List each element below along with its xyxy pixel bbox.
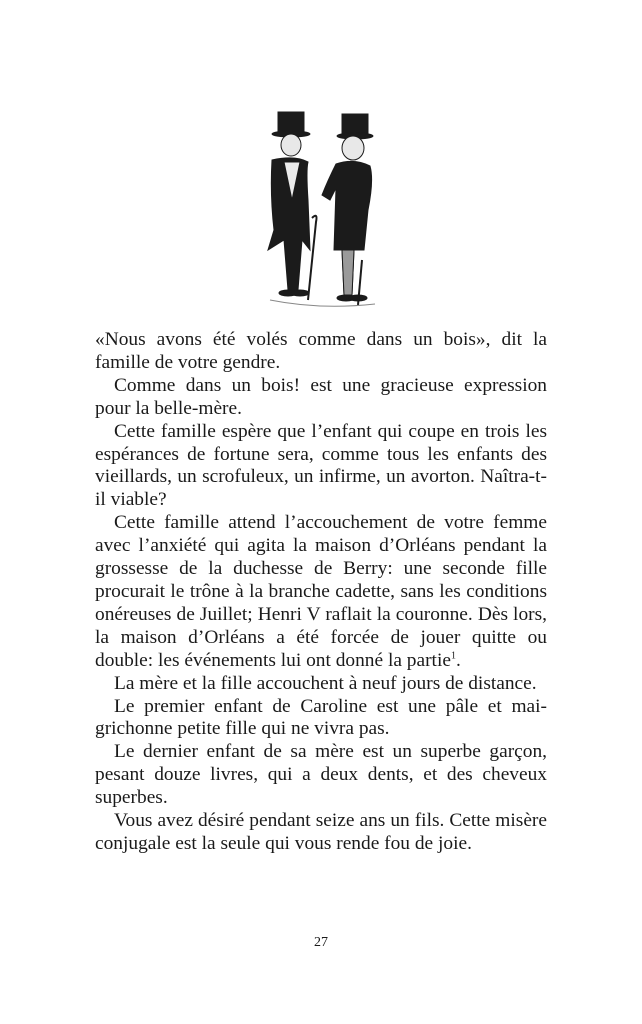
paragraph-3: Cette famille espère que l’enfant qui coupe en trois les espérances de fortune sera, comme tous les enfants des vieillards, un scrofuleux, un infirme, un avorton. Naîtra-t-il viable? — [95, 420, 547, 511]
paragraph-2: Comme dans un bois! est une gracieuse expression pour la belle-mère. — [95, 374, 547, 419]
paragraph-6: Le premier enfant de Caroline est une pâle et maigrichonne petite fille qui ne vivra pas. — [95, 695, 547, 740]
body-text — [95, 329, 547, 856]
page-number: 27 — [314, 935, 328, 950]
paragraph-4-period: . — [455, 649, 461, 671]
paragraph-7: Le dernier enfant de sa mère est un superbe garçon, pesant douze livres, qui a deux dents, et des cheveux superbes. — [95, 741, 547, 809]
paragraph-4 — [95, 512, 547, 672]
footnote-marker[interactable]: 1 — [450, 650, 456, 662]
paragraph-5: La mère et la fille accouchent à neuf jours de distance. — [114, 672, 537, 694]
paragraph-4-text: Cette famille attend l’accouchement de votre femme avec l’anxiété qui agita la maison d’Orléans pendant la grossesse de la duchesse de Berry: une seconde fille procurait le trône à la branche cadette, sans les conditions onéreuses de Juillet; Henri V raflait la couronne. Dès lors, la maison d’Orléans a été forcée de jouer quitte ou double: les événements lui ont donné la partie — [95, 512, 547, 671]
two-gentlemen-engraving — [250, 100, 390, 315]
engraving-illustration — [250, 100, 390, 315]
paragraph-1: «Nous avons été volés comme dans un bois», dit la famille de votre gendre. — [95, 329, 547, 373]
paragraph-8: Vous avez désiré pendant seize ans un fils. Cette misère conjugale est la seule qui vous rende fou de joie. — [95, 810, 547, 854]
